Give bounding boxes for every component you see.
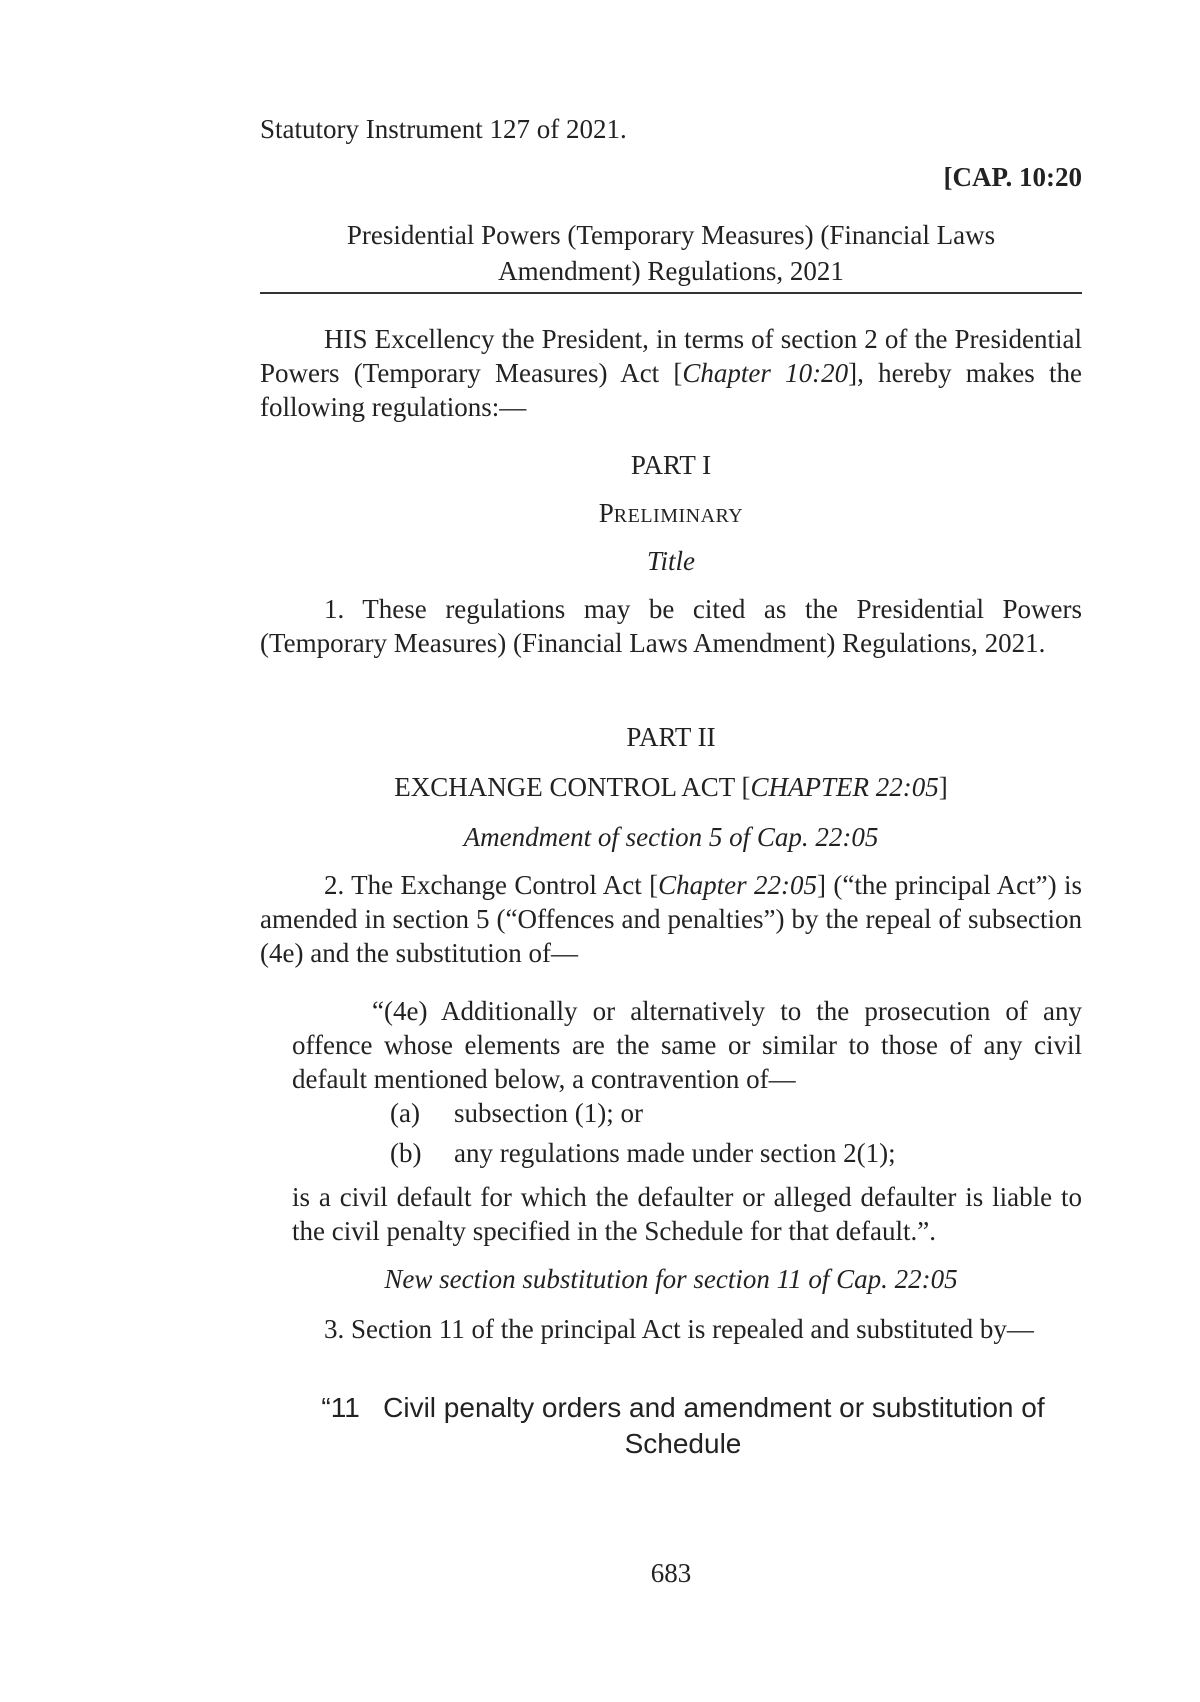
section-11-heading-line2: Schedule (624, 1428, 742, 1459)
regulation-title-line1: Presidential Powers (Temporary Measures) (Financial Laws (346, 220, 996, 250)
quoted-subsection-4e: “(4e) Additionally or alternatively to the prosecution of any offence whose elements are the same or similar to those of any civil default mentioned below, a contravention of— (292, 996, 1082, 1094)
quoted-close-text: is a civil default for which the defaulter or alleged defaulter is liable to the civil penalty specified in the Schedule for that default.”. (292, 1182, 1082, 1246)
section-2-text-end: ] (“the principal Act”) is amended in section 5 (“Offences and penalties”) by the repeal of subsection (4e) and the substitution of— (260, 870, 1082, 968)
preamble-text-start: HIS Excellency the President, in terms of section 2 of the Presidential Powers (Temporary Measures) Act [ (260, 324, 1082, 388)
section-1-title: Title (646, 546, 695, 576)
section-2-title: Amendment of section 5 of Cap. 22:05 (463, 822, 879, 852)
section-2-text (260, 868, 1082, 970)
section-2-text-start: 2. The Exchange Control Act [ (324, 870, 659, 900)
act-heading-prefix: EXCHANGE CONTROL ACT [ (394, 772, 751, 802)
act-heading (260, 770, 1082, 804)
list-item-text: any regulations made under section 2(1); (454, 1138, 896, 1168)
preamble-chapter-ref: Chapter 10:20 (682, 358, 849, 388)
list-item-a (390, 1096, 643, 1130)
preamble-text-end: ], hereby makes the following regulations:— (260, 358, 1082, 422)
section-3-title: New section substitution for section 11 of Cap. 22:05 (384, 1264, 958, 1294)
list-item-label: (a) (390, 1098, 420, 1128)
subheading-initial: P (598, 498, 614, 528)
title-divider (260, 292, 1082, 294)
list-item-b (390, 1136, 896, 1170)
list-item-label: (b) (390, 1138, 422, 1168)
section-11-heading-line1: “11 Civil penalty orders and amendment or substitution of (321, 1392, 1045, 1423)
chapter-reference: [CAP. 10:20 (943, 162, 1082, 192)
section-3-text: 3. Section 11 of the principal Act is repealed and substituted by— (324, 1314, 1034, 1344)
list-item-text: subsection (1); or (454, 1098, 643, 1128)
preamble-paragraph (260, 322, 1082, 424)
section-2-chapter-ref: Chapter 22:05 (658, 870, 818, 900)
part-one-heading: PART I (630, 450, 712, 480)
part-two-heading: PART II (626, 722, 716, 752)
act-heading-chapter: CHAPTER 22:05 (750, 772, 939, 802)
subheading-rest: RELIMINARY (613, 505, 744, 527)
page-number: 683 (650, 1558, 692, 1588)
regulation-title-line2: Amendment) Regulations, 2021 (498, 256, 844, 286)
statutory-instrument-number: Statutory Instrument 127 of 2021. (260, 114, 627, 144)
part-one-subheading (260, 496, 1082, 533)
section-1-text: 1. These regulations may be cited as the Presidential Powers (Temporary Measures) (Financial Laws Amendment) Regulations, 2021. (260, 594, 1082, 658)
act-heading-suffix: ] (938, 772, 948, 802)
